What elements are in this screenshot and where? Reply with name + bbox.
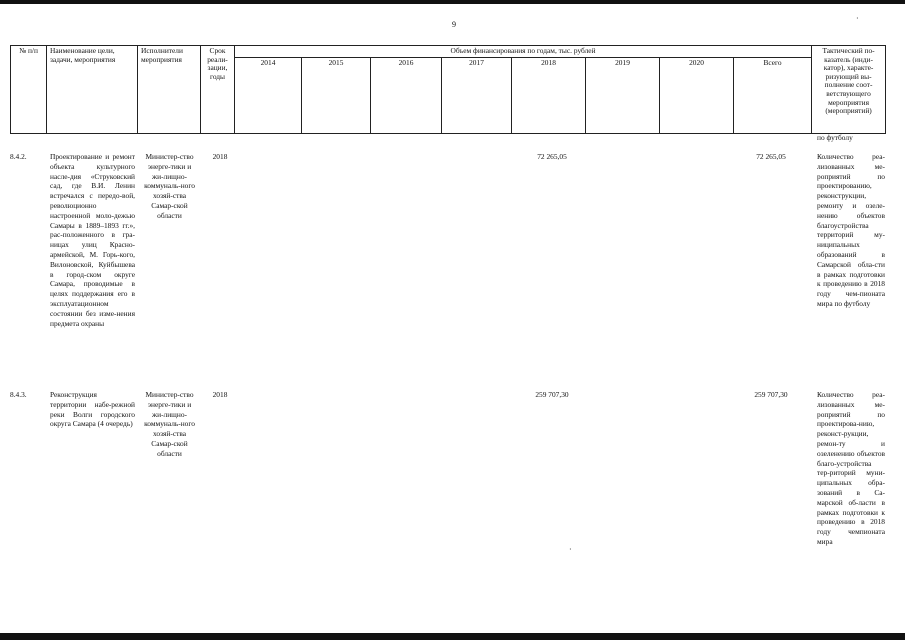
row-executor: Министер-ство энерге-тики и жи-лищно-коммуналь-ного хозяй-ства Самар-ской области: [144, 390, 195, 458]
table-header: [10, 45, 886, 134]
header-year: 2015: [302, 57, 371, 133]
header-year: 2017: [442, 57, 512, 133]
row-indicator: Количество реа-лизованных ме-роприятий по проектирова-нию, реконст-рукции, ремон-ту и озеленению объектов благо-устройства тер-риторий муни-ципальных обра-зований в Са-марской об-ласти в рамках подготовки к проведению в 2018 году чемпионата мира: [817, 390, 885, 546]
header-funding: Объем финансирования по годам, тыс. рублей: [235, 46, 812, 58]
top-border: [0, 0, 905, 4]
header-year: 2016: [371, 57, 442, 133]
header-term: Срок реали-зации, годы: [201, 46, 235, 134]
header-num: № п/п: [11, 46, 47, 134]
indicator-carryover: по футболу: [817, 133, 853, 142]
header-name: Наименование цели, задачи, мероприятия: [47, 46, 138, 134]
row-number: 8.4.2.: [10, 152, 27, 161]
page-number: 9: [452, 20, 456, 29]
bottom-border: [0, 633, 905, 640]
row-total: 259 707,30: [754, 390, 788, 399]
row-number: 8.4.3.: [10, 390, 27, 399]
header-year: 2014: [235, 57, 302, 133]
row-total: 72 265,05: [756, 152, 786, 161]
row-indicator: Количество реа-лизованных ме-роприятий по проектированию, реконструкции, ремонту и озеле-нению объектов благоустройства территорий му-ниципальных образований в Самарской обла-сти в рамках подготовки к проведению в 2018 году чем-пионата мира по футболу: [817, 152, 885, 308]
row-name: Реконструкция территории набе-режной реки Волги городского округа Самара (4 очередь): [50, 390, 135, 429]
row-value-2018: 72 265,05: [537, 152, 567, 161]
header-year: 2019: [586, 57, 660, 133]
row-term: 2018: [212, 390, 228, 399]
row-name: Проектирование и ремонт объекта культурного насле-дия «Струковский сад, где В.И. Ленин встречался с передо-вой, революционно настроенной моло-дежью Самары в 1889–1893 гг.», рас-положенного в гра-ницах улиц Красно-армейской, М. Горь-кого, Вилоновской, Куйбышева в город-ском округе Самара, проводимые в целях поддержания его в эксплуатационном состоянии без изме-нения предмета охраны: [50, 152, 135, 328]
scan-speck: ·: [569, 545, 572, 554]
row-value-2018: 259 707,30: [535, 390, 569, 399]
scan-speck: ·: [856, 14, 859, 23]
header-year: 2018: [512, 57, 586, 133]
header-indicator: Тактический по-казатель (инди-катор), характе-ризующий вы-полнение соот-ветствующего мероприятия (мероприятий): [812, 46, 886, 134]
header-total: Всего: [734, 57, 812, 133]
row-term: 2018: [212, 152, 228, 161]
header-year: 2020: [660, 57, 734, 133]
header-executor: Исполнители мероприятия: [138, 46, 201, 134]
row-executor: Министер-ство энерге-тики и жи-лищно-коммуналь-ного хозяй-ства Самар-ской области: [144, 152, 195, 220]
